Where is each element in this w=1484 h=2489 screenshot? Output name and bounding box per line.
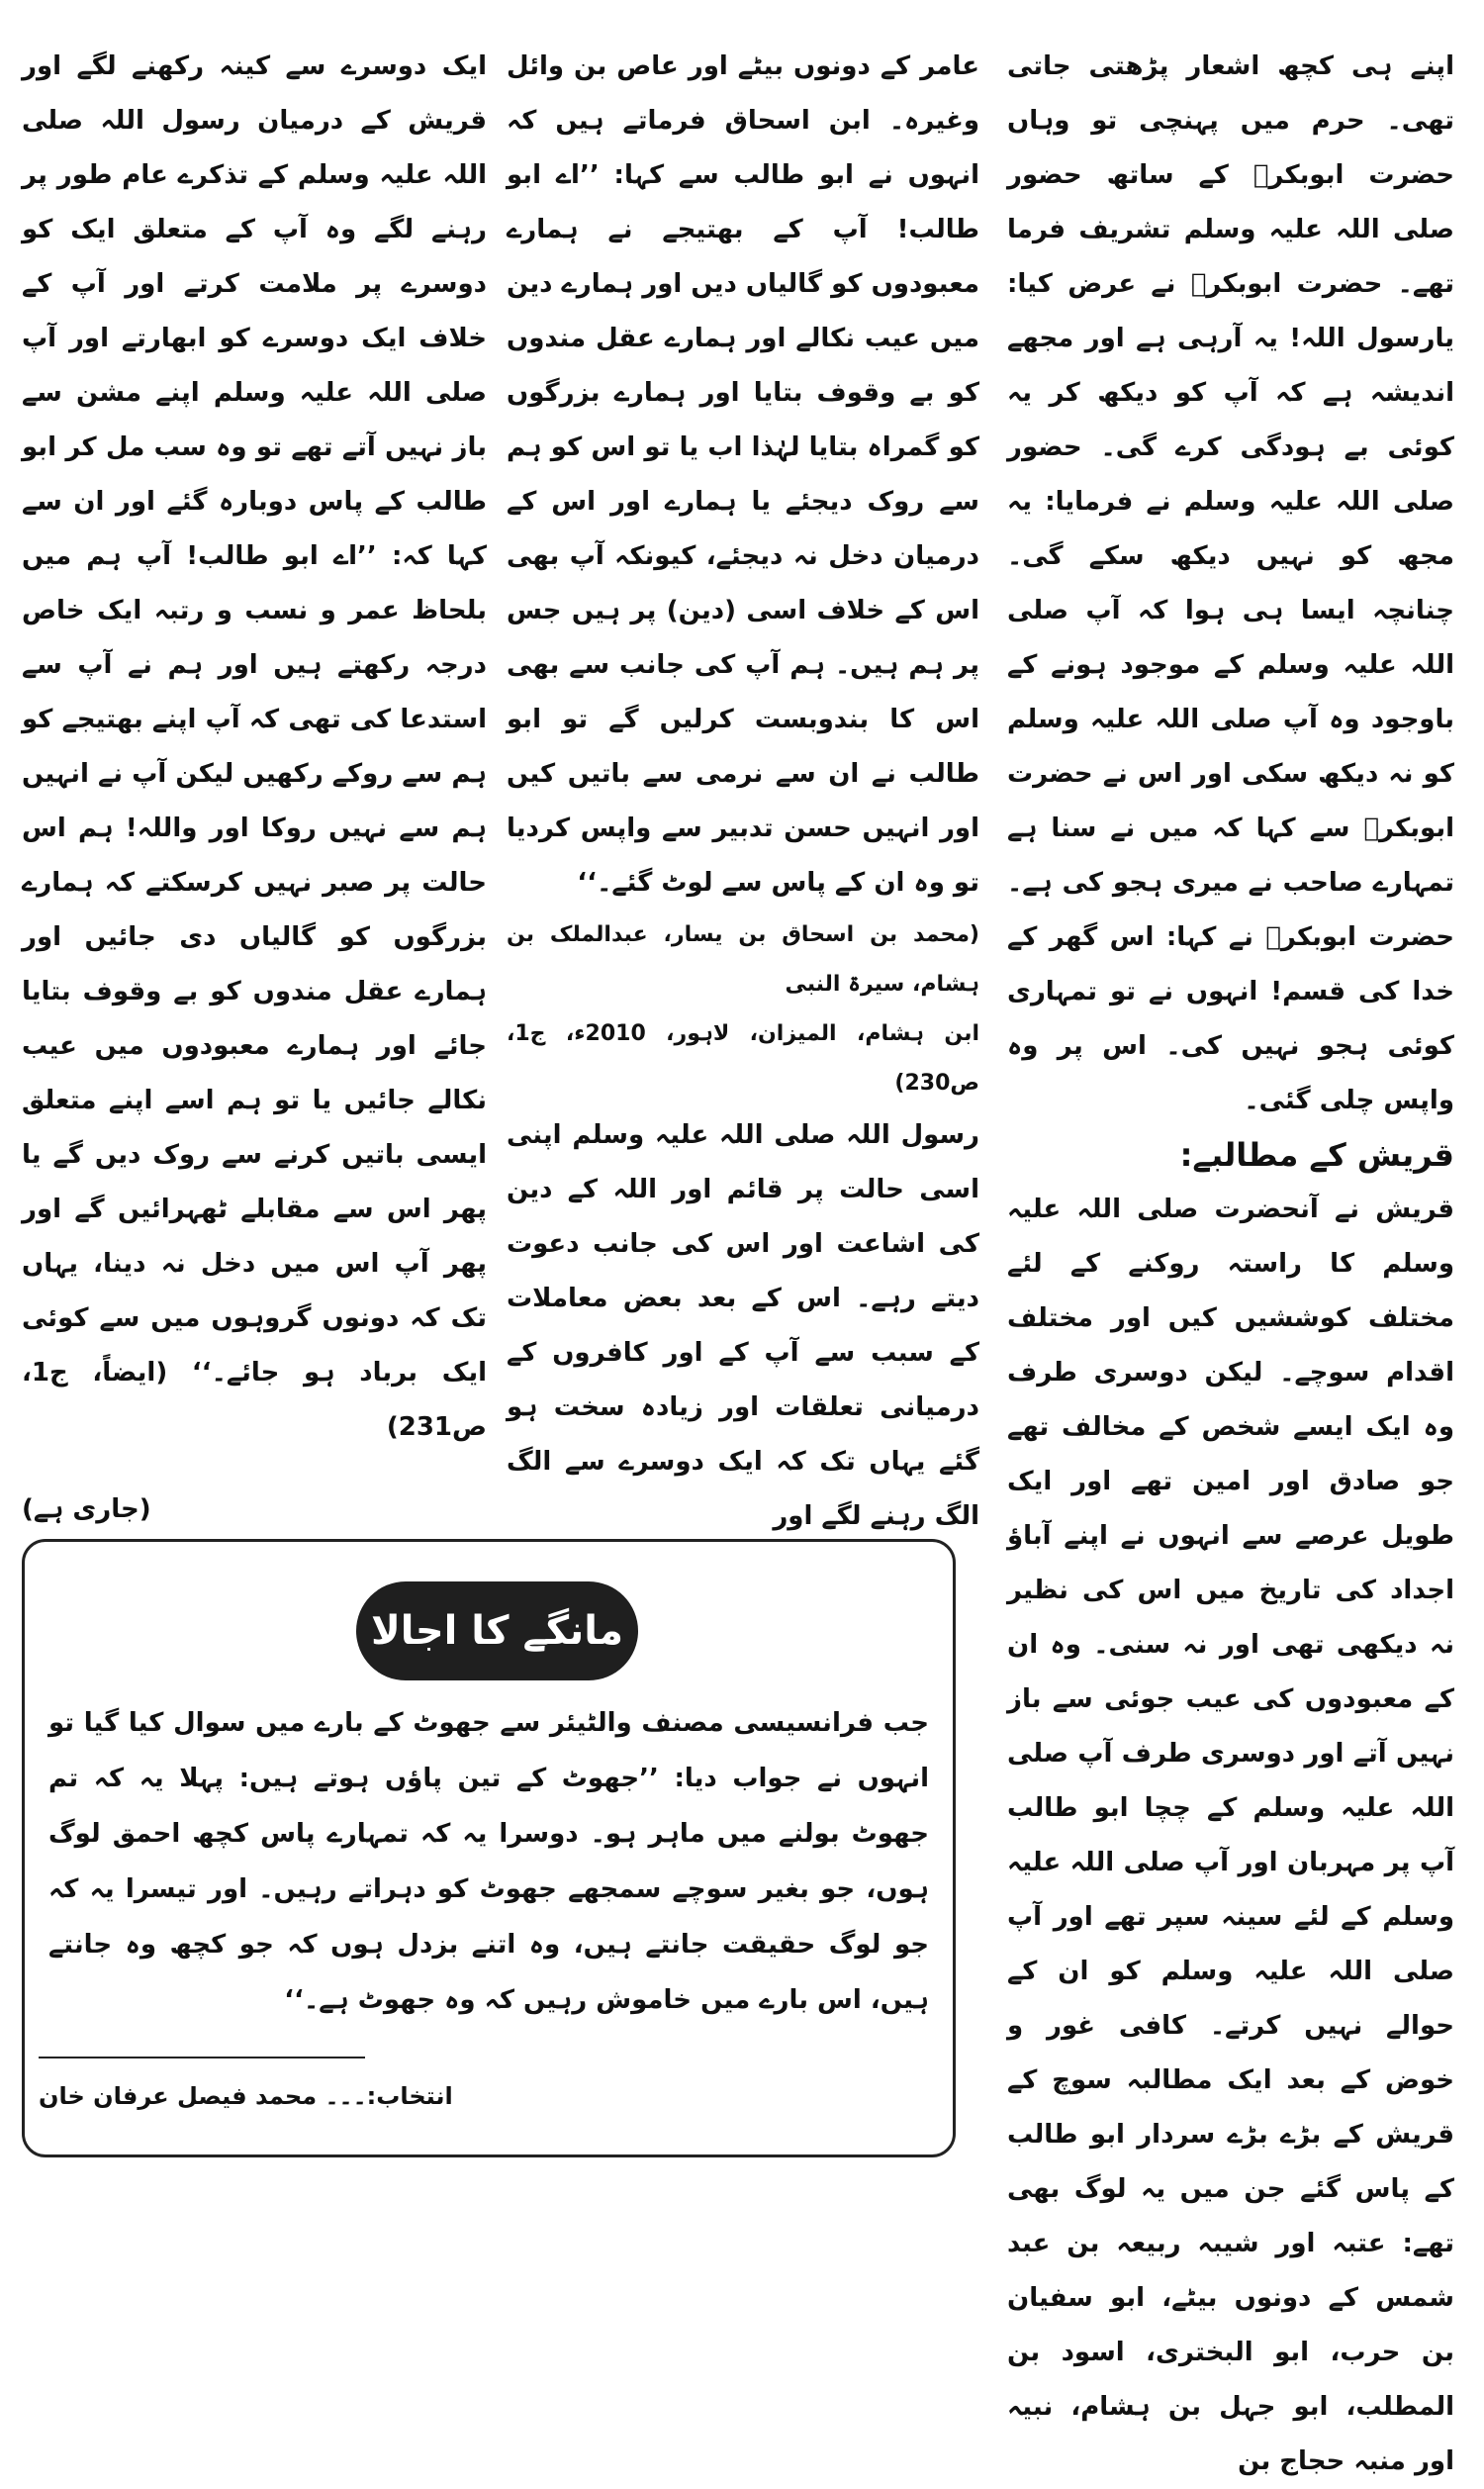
article-paragraph: عامر کے دونوں بیٹے اور عاص بن وائل وغیرہ۔ ابن اسحاق فرماتے ہیں کہ انہوں نے ابو طالب سے کہا: ’’اے ابو طالب! آپ کے بھتیجے نے ہمارے معبودوں کو گالیاں دیں اور ہمارے دین میں عیب نکالے اور ہمارے عقل مندوں کو بے وقوف بتایا اور ہمارے بزرگوں کو گمراہ بتایا لہٰذا اب یا تو اس کو ہم سے روک دیجئے یا ہمارے اور اس کے درمیان دخل نہ دیجئے، کیونکہ آپ بھی اس کے خلاف اسی (دین) پر ہیں جس پر ہم ہیں۔ ہم آپ کی جانب سے بھی اس کا بندوبست کرلیں گے تو ابو طالب نے ان سے نرمی سے باتیں کیں اور انہیں حسن تدبیر سے واپس کردیا تو وہ ان کے پاس سے لوٹ گئے۔‘‘ (506, 51, 979, 898)
quote-box (22, 1539, 956, 2157)
box-title-banner: مانگے کا اجالا (356, 1581, 638, 1680)
divider-line (39, 2057, 365, 2058)
section-heading: قریش کے مطالبے: (1179, 1136, 1454, 1174)
reference-citation: ابن ہشام، المیزان، لاہور، 2010ء، ج1، ص230) (507, 1021, 979, 1096)
article-column-right (1007, 40, 1454, 2476)
article-paragraph: رسول اللہ صلی اللہ علیہ وسلم اپنی اسی حالت پر قائم اور اللہ کے دین کی اشاعت اور اس کی جانب دعوت دیتے رہے۔ اس کے بعد بعض معاملات کے سبب سے آپ کے اور کافروں کے درمیانی تعلقات اور زیادہ سخت ہو گئے یہاں تک کہ ایک دوسرے سے الگ الگ رہنے لگے اور (507, 1120, 979, 1531)
reference-citation: (محمد بن اسحاق بن یسار، عبدالملک بن ہشام، سیرۃ النبی (507, 922, 979, 997)
article-paragraph: اپنے ہی کچھ اشعار پڑھتی جاتی تھی۔ حرم میں پہنچی تو وہاں حضرت ابوبکرؓ کے ساتھ حضور صلی اللہ علیہ وسلم تشریف فرما تھے۔ حضرت ابوبکرؓ نے عرض کیا: یارسول اللہ! یہ آرہی ہے اور مجھے اندیشہ ہے کہ آپ کو دیکھ کر یہ کوئی بے ہودگی کرے گی۔ حضور صلی اللہ علیہ وسلم نے فرمایا: یہ مجھ کو نہیں دیکھ سکے گی۔ چنانچہ ایسا ہی ہوا کہ آپ صلی اللہ علیہ وسلم کے موجود ہونے کے باوجود وہ آپ صلی اللہ علیہ وسلم کو نہ دیکھ سکی اور اس نے حضرت ابوبکرؓ سے کہا کہ میں نے سنا ہے تمہارے صاحب نے میری ہجو کی ہے۔ حضرت ابوبکرؓ نے کہا: اس گھر کے خدا کی قسم! انہوں نے تو تمہاری کوئی ہجو نہیں کی۔ اس پر وہ واپس چلی گئی۔ (1007, 51, 1454, 1115)
quote-paragraph: جب فرانسیسی مصنف والٹیئر سے جھوٹ کے بارے میں سوال کیا گیا تو انہوں نے جواب دیا: ’’جھوٹ کے تین پاؤں ہوتے ہیں: پہلا یہ کہ تم جھوٹ بولنے میں ماہر ہو۔ دوسرا یہ کہ تمہارے پاس کچھ احمق لوگ ہوں، جو بغیر سوچے سمجھے جھوٹ کو دہراتے رہیں۔ اور تیسرا یہ کہ جو لوگ حقیقت جانتے ہیں، وہ اتنے بزدل ہوں کہ جو کچھ وہ جانتے ہیں، اس بارے میں خاموش رہیں کہ وہ جھوٹ ہے۔‘‘ (48, 1708, 929, 2015)
article-paragraph: ایک دوسرے سے کینہ رکھنے لگے اور قریش کے درمیان رسول اللہ صلی اللہ علیہ وسلم کے تذکرے عام طور پر رہنے لگے وہ آپ کے متعلق ایک کو دوسرے پر ملامت کرتے اور آپ کے خلاف ایک دوسرے کو ابھارتے اور آپ صلی اللہ علیہ وسلم اپنے مشن سے باز نہیں آتے تھے تو وہ سب مل کر ابو طالب کے پاس دوبارہ گئے اور ان سے کہا کہ: ’’اے ابو طالب! آپ ہم میں بلحاظ عمر و نسب و رتبہ ایک خاص درجہ رکھتے ہیں اور ہم نے آپ سے استدعا کی تھی کہ آپ اپنے بھتیجے کو ہم سے روکے رکھیں لیکن آپ نے انہیں ہم سے نہیں روکا اور واللہ! ہم اس حالت پر صبر نہیں کرسکتے کہ ہمارے بزرگوں کو گالیاں دی جائیں اور ہمارے عقل مندوں کو بے وقوف بتایا جائے اور ہمارے معبودوں میں عیب نکالے جائیں یا تو ہم اسے اپنے متعلق ایسی باتیں کرنے سے روک دیں گے یا پھر اس سے مقابلے ٹھہرائیں گے اور پھر آپ اس میں دخل نہ دینا، یہاں تک کہ دونوں گروہوں میں سے کوئی ایک برباد ہو جائے۔‘‘ (ایضاً، ج1، ص231) (22, 51, 487, 1442)
continued-note: (جاری ہے) (22, 1494, 151, 1524)
article-column-middle (507, 40, 979, 1534)
article-paragraph: قریش نے آنحضرت صلی اللہ علیہ وسلم کا راستہ روکنے کے لئے مختلف کوششیں کیں اور مختلف اقدام سوچے۔ لیکن دوسری طرف وہ ایک ایسے شخص کے مخالف تھے جو صادق اور امین تھے اور ایک طویل عرصے سے انہوں نے اپنے آباؤ اجداد کی تاریخ میں اس کی نظیر نہ دیکھی تھی اور نہ سنی۔ وہ ان کے معبودوں کی عیب جوئی سے باز نہیں آتے اور دوسری طرف آپ صلی اللہ علیہ وسلم کے چچا ابو طالب آپ پر مہربان اور آپ صلی اللہ علیہ وسلم کے لئے سینہ سپر تھے اور آپ صلی اللہ علیہ وسلم کو ان کے حوالے نہیں کرتے۔ کافی غور و خوض کے بعد ایک مطالبہ سوچ کے قریش کے بڑے بڑے سردار ابو طالب کے پاس گئے جن میں یہ لوگ بھی تھے: عتبہ اور شیبہ ربیعہ بن عبد شمس کے دونوں بیٹے، ابو سفیان بن حرب، ابو البختری، اسود بن المطلب، ابو جہل بن ہشام، نبیہ اور منبہ حجاج بن (1007, 1195, 1454, 2476)
box-credit: انتخاب:۔۔۔ محمد فیصل عرفان خان (39, 2082, 453, 2110)
article-column-left (22, 40, 487, 1504)
box-body-text (48, 1695, 929, 2028)
